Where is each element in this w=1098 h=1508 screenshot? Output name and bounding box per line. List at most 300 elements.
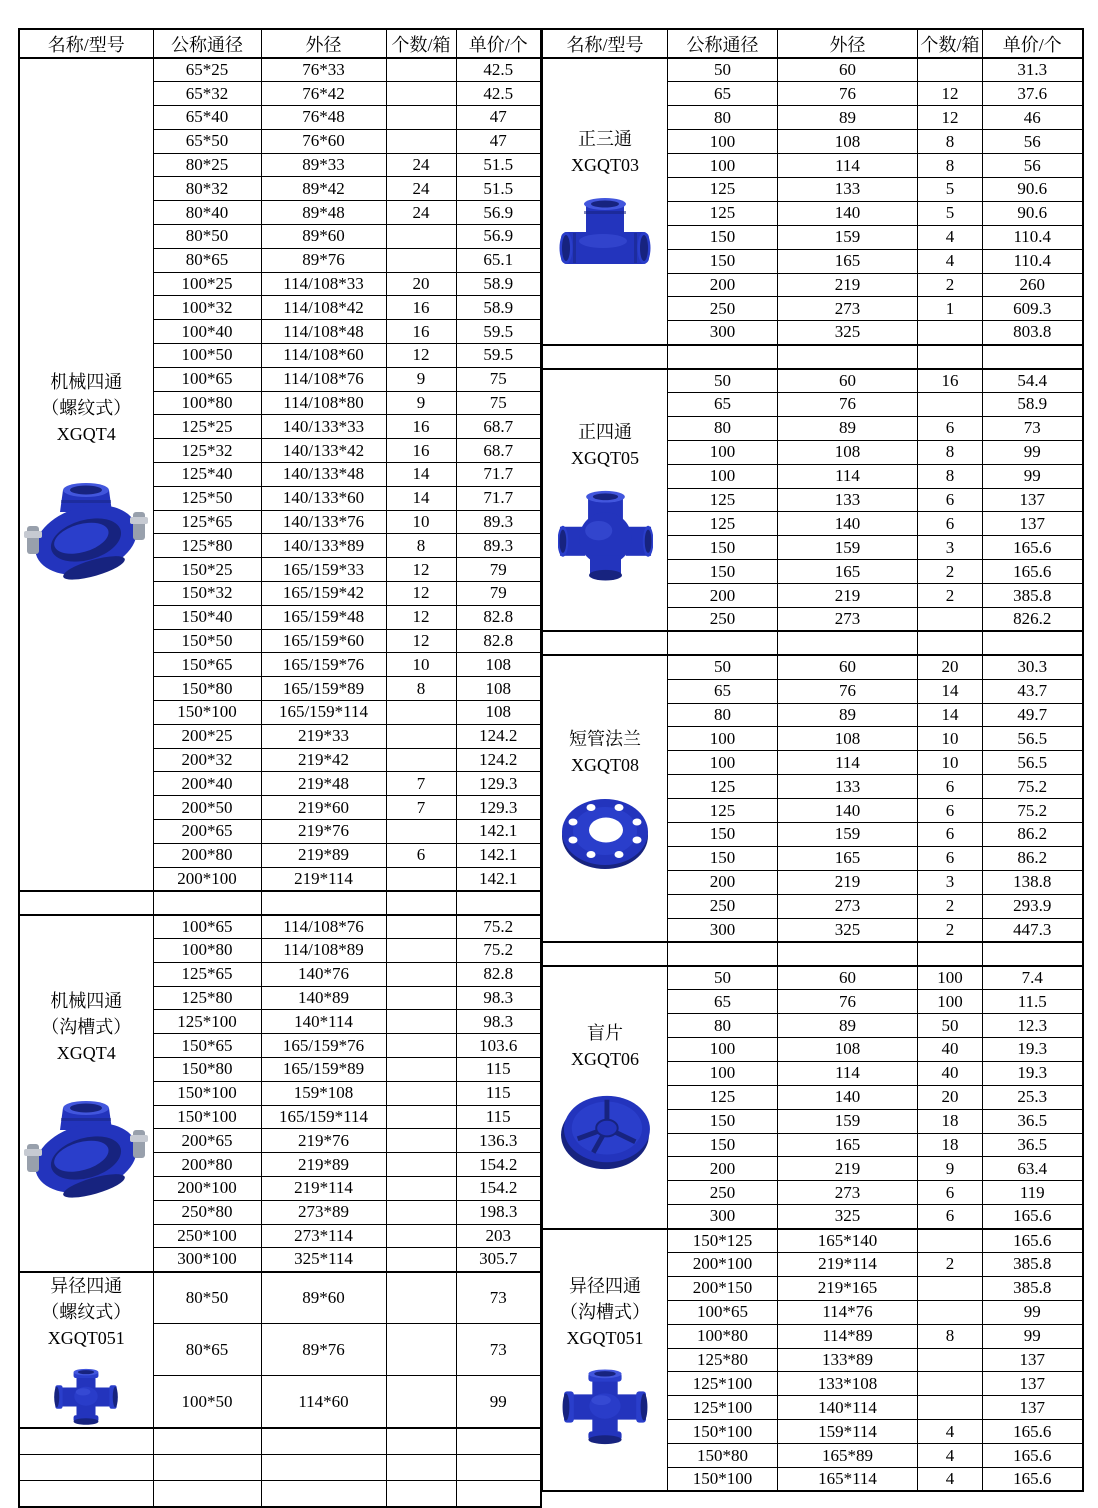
cell-nominal-diameter: 150*100 — [668, 1420, 778, 1444]
cell-nominal-diameter: 200 — [668, 1157, 778, 1181]
product-name-line: XGQT4 — [56, 424, 116, 445]
cell-qty-per-box: 8 — [918, 440, 983, 464]
cell-qty-per-box — [386, 915, 456, 939]
cell-nominal-diameter: 150*80 — [153, 1057, 261, 1081]
cell-outer-diameter: 140 — [778, 799, 918, 823]
cell-unit-price: 198.3 — [456, 1200, 541, 1224]
cell-unit-price: 73 — [456, 1272, 541, 1324]
cell-nominal-diameter: 125*80 — [153, 986, 261, 1010]
cell-unit-price: 124.2 — [456, 724, 541, 748]
cell-outer-diameter: 114 — [778, 751, 918, 775]
cell-outer-diameter: 165/159*89 — [261, 1057, 386, 1081]
empty-cell — [261, 1428, 386, 1455]
cell-unit-price: 98.3 — [456, 1010, 541, 1034]
cell-outer-diameter: 140/133*89 — [261, 534, 386, 558]
cell-qty-per-box — [386, 58, 456, 82]
cell-outer-diameter: 114/108*33 — [261, 272, 386, 296]
cell-unit-price: 37.6 — [983, 82, 1083, 106]
empty-cell — [668, 345, 778, 369]
product-label-cell — [543, 1229, 668, 1492]
cell-nominal-diameter: 65*50 — [153, 129, 261, 153]
empty-cell — [456, 891, 541, 915]
product-label — [543, 1273, 667, 1447]
cell-outer-diameter: 140/133*60 — [261, 486, 386, 510]
cell-nominal-diameter: 100 — [668, 130, 778, 154]
cell-qty-per-box: 6 — [918, 823, 983, 847]
empty-cell — [386, 891, 456, 915]
cell-nominal-diameter: 250 — [668, 1181, 778, 1205]
cell-qty-per-box: 1 — [918, 297, 983, 321]
cell-outer-diameter: 89*76 — [261, 248, 386, 272]
empty-cell — [983, 631, 1083, 655]
product-label — [543, 419, 667, 580]
cell-outer-diameter: 165/159*60 — [261, 629, 386, 653]
column-header-2: 外径 — [261, 29, 386, 58]
cell-unit-price: 63.4 — [983, 1157, 1083, 1181]
cell-nominal-diameter: 150*125 — [668, 1229, 778, 1253]
cell-qty-per-box: 6 — [386, 843, 456, 867]
cell-outer-diameter: 165/159*114 — [261, 1105, 386, 1129]
cell-unit-price: 826.2 — [983, 607, 1083, 631]
cell-qty-per-box: 9 — [386, 391, 456, 415]
table-row — [543, 655, 1083, 679]
cell-qty-per-box: 2 — [918, 894, 983, 918]
product-label-cell — [19, 1272, 153, 1428]
cell-nominal-diameter: 125*100 — [668, 1372, 778, 1396]
cell-qty-per-box — [386, 82, 456, 106]
cell-unit-price: 129.3 — [456, 772, 541, 796]
empty-cell — [19, 1481, 153, 1508]
header-row — [543, 29, 1083, 58]
cell-outer-diameter: 219*60 — [261, 796, 386, 820]
cell-outer-diameter: 76 — [778, 679, 918, 703]
table-row — [543, 966, 1083, 990]
cell-qty-per-box: 12 — [386, 605, 456, 629]
cell-nominal-diameter: 100 — [668, 727, 778, 751]
cell-unit-price: 42.5 — [456, 82, 541, 106]
cell-qty-per-box — [386, 1176, 456, 1200]
cell-qty-per-box — [386, 1376, 456, 1428]
table-row — [19, 58, 541, 82]
cell-qty-per-box — [918, 321, 983, 345]
empty-cell — [153, 891, 261, 915]
cell-qty-per-box: 10 — [918, 751, 983, 775]
cell-nominal-diameter: 100*65 — [153, 367, 261, 391]
cell-outer-diameter: 325 — [778, 321, 918, 345]
cell-unit-price: 31.3 — [983, 58, 1083, 82]
empty-cell — [778, 942, 918, 966]
cell-qty-per-box: 12 — [918, 106, 983, 130]
cell-qty-per-box: 16 — [386, 296, 456, 320]
cell-outer-diameter: 159 — [778, 536, 918, 560]
cell-qty-per-box — [386, 986, 456, 1010]
cell-nominal-diameter: 125 — [668, 799, 778, 823]
cell-qty-per-box: 12 — [386, 629, 456, 653]
cell-qty-per-box: 14 — [918, 703, 983, 727]
cell-unit-price: 142.1 — [456, 867, 541, 891]
cell-unit-price: 293.9 — [983, 894, 1083, 918]
cell-unit-price: 36.5 — [983, 1109, 1083, 1133]
cell-unit-price: 75 — [456, 391, 541, 415]
cell-nominal-diameter: 65 — [668, 679, 778, 703]
cell-nominal-diameter: 200*65 — [153, 820, 261, 844]
cell-nominal-diameter: 150*80 — [153, 677, 261, 701]
product-name-line: （螺纹式） — [41, 398, 132, 419]
cell-nominal-diameter: 80*65 — [153, 248, 261, 272]
empty-cell — [153, 1454, 261, 1481]
cell-unit-price: 75.2 — [456, 915, 541, 939]
cell-outer-diameter: 219*114 — [778, 1253, 918, 1277]
cell-outer-diameter: 89*60 — [261, 225, 386, 249]
cell-outer-diameter: 76*42 — [261, 82, 386, 106]
cell-outer-diameter: 114/108*89 — [261, 938, 386, 962]
cell-unit-price: 110.4 — [983, 225, 1083, 249]
cell-nominal-diameter: 200*40 — [153, 772, 261, 796]
cell-nominal-diameter: 250*80 — [153, 1200, 261, 1224]
cell-unit-price: 19.3 — [983, 1061, 1083, 1085]
cell-qty-per-box: 4 — [918, 249, 983, 273]
cell-qty-per-box: 10 — [918, 727, 983, 751]
cell-outer-diameter: 140 — [778, 201, 918, 225]
cell-outer-diameter: 76*60 — [261, 129, 386, 153]
cell-qty-per-box: 3 — [918, 870, 983, 894]
cell-qty-per-box: 2 — [918, 918, 983, 942]
cell-outer-diameter: 140/133*48 — [261, 463, 386, 487]
empty-cell — [918, 631, 983, 655]
clamp-cross-product-image — [21, 1086, 151, 1198]
product-name-line: （沟槽式） — [560, 1301, 650, 1322]
cell-qty-per-box — [918, 58, 983, 82]
cell-qty-per-box: 14 — [386, 463, 456, 487]
cell-qty-per-box — [386, 225, 456, 249]
empty-row — [19, 891, 541, 915]
cell-unit-price: 108 — [456, 701, 541, 725]
cell-unit-price: 142.1 — [456, 843, 541, 867]
cell-outer-diameter: 114/108*80 — [261, 391, 386, 415]
cell-outer-diameter: 140/133*42 — [261, 439, 386, 463]
cell-outer-diameter: 165/159*33 — [261, 558, 386, 582]
cell-outer-diameter: 133*108 — [778, 1372, 918, 1396]
cell-nominal-diameter: 200 — [668, 870, 778, 894]
cell-nominal-diameter: 50 — [668, 58, 778, 82]
cell-qty-per-box — [386, 748, 456, 772]
cell-outer-diameter: 140/133*76 — [261, 510, 386, 534]
product-label — [543, 1020, 667, 1174]
cell-outer-diameter: 114/108*76 — [261, 915, 386, 939]
cell-outer-diameter: 89 — [778, 1014, 918, 1038]
cell-nominal-diameter: 200 — [668, 273, 778, 297]
cell-nominal-diameter: 100 — [668, 1061, 778, 1085]
cell-qty-per-box: 6 — [918, 1181, 983, 1205]
cell-unit-price: 58.9 — [456, 272, 541, 296]
cell-outer-diameter: 76 — [778, 392, 918, 416]
cell-nominal-diameter: 65 — [668, 82, 778, 106]
empty-cell — [918, 942, 983, 966]
cell-qty-per-box — [386, 129, 456, 153]
empty-cell — [456, 1454, 541, 1481]
small-cross-product-image — [561, 1367, 649, 1447]
cell-qty-per-box — [386, 1153, 456, 1177]
product-label-cell — [543, 369, 668, 632]
cell-unit-price: 59.5 — [456, 320, 541, 344]
cell-qty-per-box: 12 — [918, 82, 983, 106]
cell-outer-diameter: 140*89 — [261, 986, 386, 1010]
cell-outer-diameter: 219*89 — [261, 843, 386, 867]
cell-nominal-diameter: 125*100 — [153, 1010, 261, 1034]
cell-outer-diameter: 89 — [778, 416, 918, 440]
cell-unit-price: 56 — [983, 154, 1083, 178]
cell-qty-per-box: 8 — [386, 677, 456, 701]
empty-cell — [153, 1481, 261, 1508]
cell-qty-per-box: 2 — [918, 560, 983, 584]
cell-unit-price: 56.5 — [983, 727, 1083, 751]
product-name-line: XGQT051 — [566, 1328, 644, 1349]
cell-outer-diameter: 114 — [778, 464, 918, 488]
cell-nominal-diameter: 150*100 — [668, 1468, 778, 1492]
cell-outer-diameter: 76 — [778, 82, 918, 106]
empty-cell — [261, 1481, 386, 1508]
cell-qty-per-box: 8 — [918, 464, 983, 488]
cell-qty-per-box: 10 — [386, 510, 456, 534]
cell-unit-price: 447.3 — [983, 918, 1083, 942]
header-row — [19, 29, 541, 58]
left-price-table — [18, 28, 542, 1508]
cell-nominal-diameter: 80 — [668, 703, 778, 727]
cell-unit-price: 42.5 — [456, 58, 541, 82]
cell-unit-price: 86.2 — [983, 846, 1083, 870]
cell-outer-diameter: 89*60 — [261, 1272, 386, 1324]
cell-unit-price: 99 — [456, 1376, 541, 1428]
product-name-line: （沟槽式） — [41, 1017, 132, 1038]
cell-qty-per-box — [386, 1105, 456, 1129]
cell-unit-price: 119 — [983, 1181, 1083, 1205]
cell-unit-price: 82.8 — [456, 605, 541, 629]
product-name-line: 机械四通 — [50, 372, 123, 393]
empty-cell — [386, 1428, 456, 1455]
cell-unit-price: 385.8 — [983, 584, 1083, 608]
cell-unit-price: 56.5 — [983, 751, 1083, 775]
cell-unit-price: 89.3 — [456, 534, 541, 558]
cell-nominal-diameter: 150 — [668, 846, 778, 870]
cell-outer-diameter: 273*89 — [261, 1200, 386, 1224]
cell-outer-diameter: 114*60 — [261, 1376, 386, 1428]
column-header-1: 公称通径 — [668, 29, 778, 58]
cell-nominal-diameter: 125*80 — [668, 1348, 778, 1372]
cell-qty-per-box: 8 — [918, 1324, 983, 1348]
cell-unit-price: 165.6 — [983, 1205, 1083, 1229]
cell-nominal-diameter: 300 — [668, 321, 778, 345]
column-header-0: 名称/型号 — [19, 29, 153, 58]
cell-qty-per-box: 4 — [918, 1420, 983, 1444]
cell-unit-price: 68.7 — [456, 439, 541, 463]
price-sheet — [18, 28, 1084, 1508]
cell-unit-price: 51.5 — [456, 177, 541, 201]
product-label-cell — [543, 655, 668, 942]
cell-qty-per-box: 2 — [918, 273, 983, 297]
cell-nominal-diameter: 200*65 — [153, 1129, 261, 1153]
cell-nominal-diameter: 100*40 — [153, 320, 261, 344]
cell-outer-diameter: 219*76 — [261, 1129, 386, 1153]
cell-qty-per-box: 10 — [386, 653, 456, 677]
product-name-line: 短管法兰 — [569, 728, 641, 749]
empty-cell — [19, 1428, 153, 1455]
product-name-line: XGQT06 — [571, 1049, 639, 1070]
cell-unit-price: 108 — [456, 653, 541, 677]
cell-nominal-diameter: 100*80 — [668, 1324, 778, 1348]
empty-cell — [456, 1481, 541, 1508]
cell-qty-per-box — [386, 1200, 456, 1224]
cell-nominal-diameter: 100*65 — [153, 915, 261, 939]
cell-nominal-diameter: 150*25 — [153, 558, 261, 582]
column-header-3: 个数/箱 — [918, 29, 983, 58]
product-name-line: XGQT05 — [571, 448, 639, 469]
empty-row — [19, 1428, 541, 1455]
cell-qty-per-box: 4 — [918, 225, 983, 249]
cell-nominal-diameter: 150*65 — [153, 1034, 261, 1058]
cell-nominal-diameter: 80 — [668, 1014, 778, 1038]
cell-unit-price: 90.6 — [983, 201, 1083, 225]
cell-unit-price: 110.4 — [983, 249, 1083, 273]
cell-qty-per-box — [386, 1272, 456, 1324]
cell-nominal-diameter: 300 — [668, 1205, 778, 1229]
cell-unit-price: 385.8 — [983, 1276, 1083, 1300]
cell-qty-per-box — [386, 1057, 456, 1081]
cell-outer-diameter: 108 — [778, 727, 918, 751]
empty-cell — [543, 631, 668, 655]
cell-qty-per-box: 5 — [918, 201, 983, 225]
cell-unit-price: 165.6 — [983, 536, 1083, 560]
empty-cell — [543, 942, 668, 966]
cell-unit-price: 108 — [456, 677, 541, 701]
cell-outer-diameter: 273 — [778, 607, 918, 631]
cell-nominal-diameter: 100*50 — [153, 1376, 261, 1428]
cell-nominal-diameter: 200*50 — [153, 796, 261, 820]
product-label-cell — [19, 58, 153, 891]
cell-nominal-diameter: 200*80 — [153, 843, 261, 867]
cell-unit-price: 165.6 — [983, 1229, 1083, 1253]
cell-outer-diameter: 159 — [778, 225, 918, 249]
cell-outer-diameter: 114/108*48 — [261, 320, 386, 344]
cell-unit-price: 99 — [983, 1324, 1083, 1348]
cell-qty-per-box: 2 — [918, 1253, 983, 1277]
cell-qty-per-box: 5 — [918, 177, 983, 201]
cell-unit-price: 75.2 — [983, 799, 1083, 823]
cell-outer-diameter: 219 — [778, 584, 918, 608]
cell-nominal-diameter: 100*80 — [153, 391, 261, 415]
cell-outer-diameter: 165*114 — [778, 1468, 918, 1492]
cell-outer-diameter: 114/108*76 — [261, 367, 386, 391]
cell-outer-diameter: 219 — [778, 870, 918, 894]
cell-outer-diameter: 108 — [778, 1038, 918, 1062]
cell-unit-price: 154.2 — [456, 1153, 541, 1177]
cell-qty-per-box: 18 — [918, 1109, 983, 1133]
cell-outer-diameter: 219*114 — [261, 1176, 386, 1200]
cell-nominal-diameter: 200*32 — [153, 748, 261, 772]
cell-outer-diameter: 140 — [778, 1085, 918, 1109]
cell-outer-diameter: 114/108*42 — [261, 296, 386, 320]
cell-qty-per-box: 100 — [918, 966, 983, 990]
empty-row — [19, 1454, 541, 1481]
cell-qty-per-box: 4 — [918, 1444, 983, 1468]
cell-outer-diameter: 60 — [778, 655, 918, 679]
cell-unit-price: 103.6 — [456, 1034, 541, 1058]
cell-outer-diameter: 140*114 — [778, 1396, 918, 1420]
cell-nominal-diameter: 150*65 — [153, 653, 261, 677]
cell-qty-per-box: 24 — [386, 201, 456, 225]
cell-nominal-diameter: 125*80 — [153, 534, 261, 558]
empty-cell — [386, 1481, 456, 1508]
empty-row — [543, 345, 1083, 369]
cell-unit-price: 7.4 — [983, 966, 1083, 990]
cell-nominal-diameter: 80 — [668, 106, 778, 130]
cell-outer-diameter: 159 — [778, 1109, 918, 1133]
cell-nominal-diameter: 100 — [668, 464, 778, 488]
cell-outer-diameter: 219*33 — [261, 724, 386, 748]
empty-cell — [668, 631, 778, 655]
empty-cell — [19, 1454, 153, 1481]
cell-outer-diameter: 159*108 — [261, 1081, 386, 1105]
cell-nominal-diameter: 200*100 — [153, 867, 261, 891]
cell-qty-per-box: 6 — [918, 799, 983, 823]
cell-qty-per-box — [386, 1010, 456, 1034]
cell-unit-price: 56.9 — [456, 225, 541, 249]
cell-outer-diameter: 89*33 — [261, 153, 386, 177]
cell-nominal-diameter: 65 — [668, 392, 778, 416]
cell-qty-per-box: 14 — [918, 679, 983, 703]
cell-outer-diameter: 165*89 — [778, 1444, 918, 1468]
cell-qty-per-box: 12 — [386, 344, 456, 368]
cell-unit-price: 47 — [456, 129, 541, 153]
product-label — [20, 1273, 153, 1427]
cell-nominal-diameter: 125*40 — [153, 463, 261, 487]
cell-nominal-diameter: 150*100 — [153, 1081, 261, 1105]
cell-outer-diameter: 89*76 — [261, 1324, 386, 1376]
empty-cell — [778, 631, 918, 655]
cell-qty-per-box: 9 — [918, 1157, 983, 1181]
cell-outer-diameter: 219 — [778, 273, 918, 297]
cell-qty-per-box — [386, 724, 456, 748]
cell-qty-per-box — [918, 607, 983, 631]
cell-nominal-diameter: 150 — [668, 1133, 778, 1157]
cell-nominal-diameter: 80*40 — [153, 201, 261, 225]
cell-unit-price: 137 — [983, 512, 1083, 536]
cell-outer-diameter: 140/133*33 — [261, 415, 386, 439]
cell-outer-diameter: 114*89 — [778, 1324, 918, 1348]
cell-outer-diameter: 273*114 — [261, 1224, 386, 1248]
cell-outer-diameter: 273 — [778, 894, 918, 918]
empty-row — [543, 942, 1083, 966]
cell-qty-per-box: 20 — [386, 272, 456, 296]
product-label — [543, 126, 667, 276]
cell-outer-diameter: 325 — [778, 918, 918, 942]
cell-outer-diameter: 140*114 — [261, 1010, 386, 1034]
cell-qty-per-box — [918, 1229, 983, 1253]
column-header-0: 名称/型号 — [543, 29, 668, 58]
cell-qty-per-box: 12 — [386, 582, 456, 606]
cell-nominal-diameter: 80 — [668, 416, 778, 440]
cell-outer-diameter: 165/159*89 — [261, 677, 386, 701]
cell-nominal-diameter: 200 — [668, 584, 778, 608]
cell-qty-per-box: 16 — [386, 439, 456, 463]
cell-outer-diameter: 76 — [778, 990, 918, 1014]
cell-qty-per-box — [386, 1129, 456, 1153]
cell-unit-price: 71.7 — [456, 486, 541, 510]
cell-unit-price: 165.6 — [983, 560, 1083, 584]
cell-unit-price: 99 — [983, 464, 1083, 488]
cell-qty-per-box: 2 — [918, 584, 983, 608]
cell-qty-per-box — [918, 1372, 983, 1396]
cell-nominal-diameter: 150*100 — [153, 701, 261, 725]
